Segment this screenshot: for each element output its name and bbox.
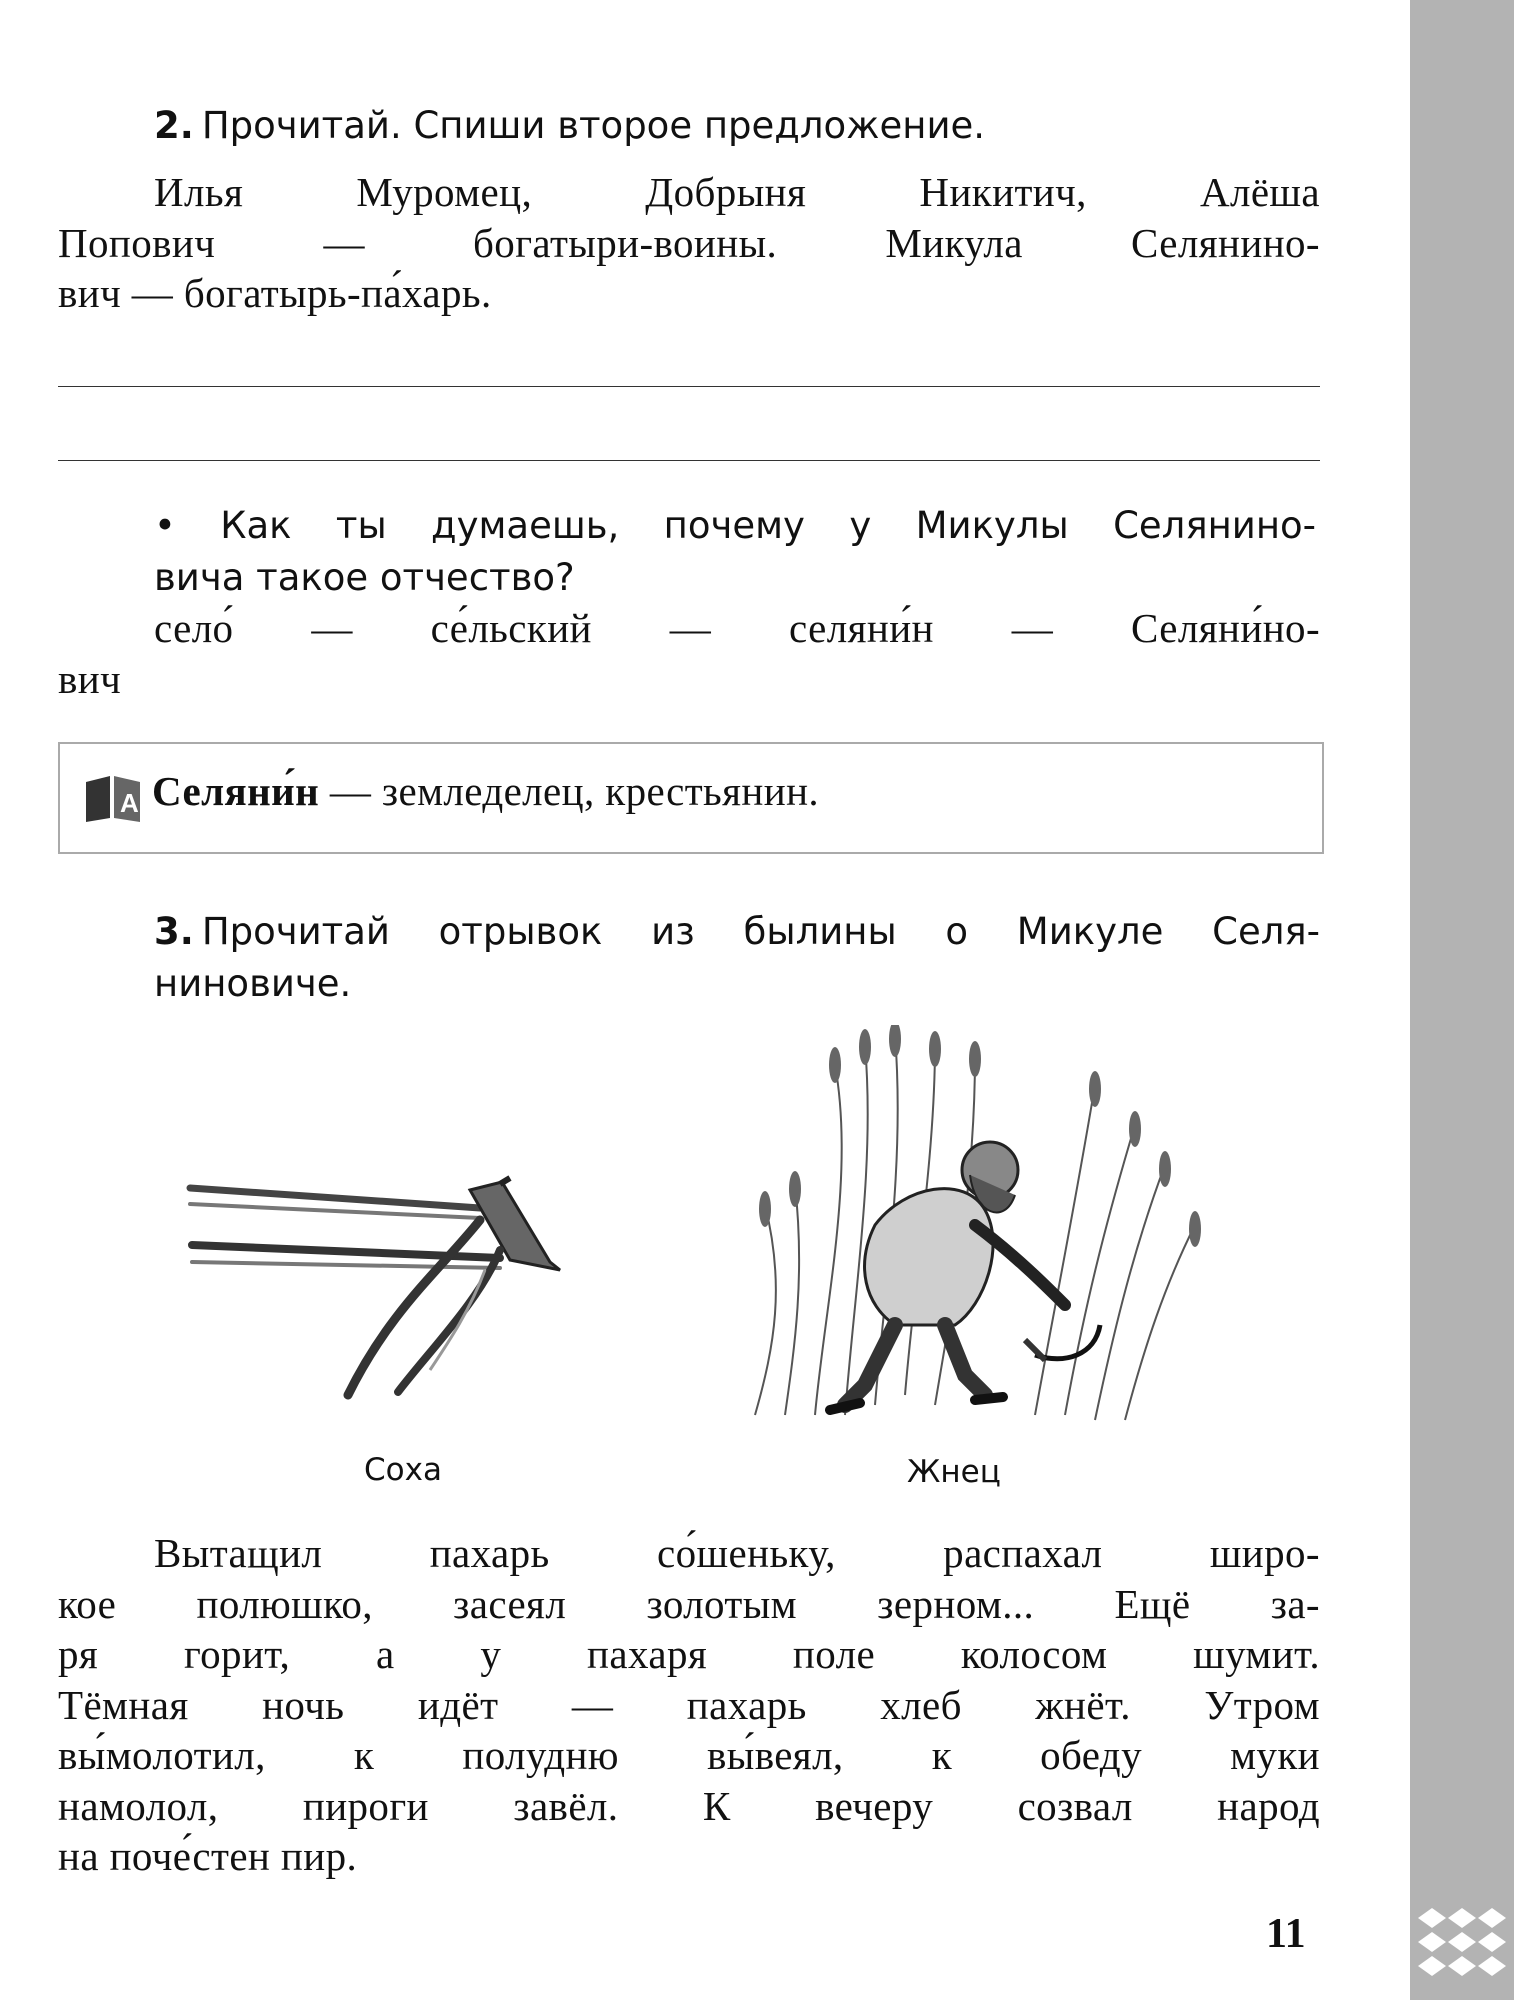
chevron-ornament-icon (1418, 1908, 1508, 1988)
dictionary-term: Селяни́н (152, 768, 320, 814)
task-2-text-line-3: вич — богатырь-па́харь. (58, 270, 492, 316)
passage-line-1: Вытащил пахарь со́шеньку, распахал широ- (154, 1530, 1320, 1576)
dictionary-box (58, 742, 1324, 854)
word-chain-line-1: село́ — се́льский — селяни́н — Селяни́но- (154, 605, 1320, 651)
question-line-2: вича такое отчество? (154, 556, 575, 599)
task-2-heading (58, 100, 1320, 152)
page-number: 11 (1266, 1911, 1306, 1957)
passage-line-7: на поче́стен пир. (58, 1833, 358, 1879)
dictionary-entry (152, 766, 819, 816)
writing-line-1[interactable] (58, 386, 1320, 387)
plough-illustration (180, 1150, 580, 1400)
passage-line-6: намолол, пироги завёл. К вечеру созвал народ (58, 1782, 1320, 1829)
task-3-instruction-line-2: ниновиче. (154, 962, 352, 1005)
passage-line-2: кое полюшко, засеял золотым зерном... Ещё за- (58, 1580, 1320, 1627)
dictionary-definition: — земледелец, крестьянин. (319, 768, 820, 814)
task-3-heading (58, 906, 1320, 1010)
reaper-illustration (735, 1025, 1215, 1425)
writing-line-2[interactable] (58, 460, 1320, 461)
passage-line-3: ря горит, а у пахаря поле колосом шумит. (58, 1631, 1320, 1677)
question-text (58, 500, 1320, 604)
task-2-text-line-2: Попович — богатыри-воины. Микула Селянино- (58, 219, 1320, 266)
word-chain-line-2: вич (58, 655, 122, 702)
passage-line-4: Тёмная ночь идёт — пахарь хлеб жнёт. Утром (58, 1681, 1320, 1728)
plough-caption: Соха (364, 1452, 442, 1488)
word-chain (58, 603, 1320, 704)
book-icon-letter: А (120, 788, 139, 818)
task-2-text-line-1: Илья Муромец, Добрыня Никитич, Алёша (154, 169, 1320, 215)
task-2-instruction: Прочитай. Спиши второе предложение. (201, 104, 986, 147)
task-2-number: 2. (154, 104, 194, 147)
question-line-1: • Как ты думаешь, почему у Микулы Селянино- (154, 504, 1316, 547)
book-icon (84, 774, 142, 822)
reaper-caption: Жнец (907, 1454, 1001, 1490)
task-2-text (58, 167, 1320, 319)
task-3-number: 3. (154, 910, 194, 953)
bylina-passage (58, 1528, 1320, 1882)
passage-line-5: вы́молотил, к полудню вы́веял, к обеду муки (58, 1732, 1320, 1778)
task-3-instruction-line-1: Прочитай отрывок из былины о Микуле Селя- (201, 910, 1320, 953)
page-edge-band (1410, 0, 1514, 2000)
